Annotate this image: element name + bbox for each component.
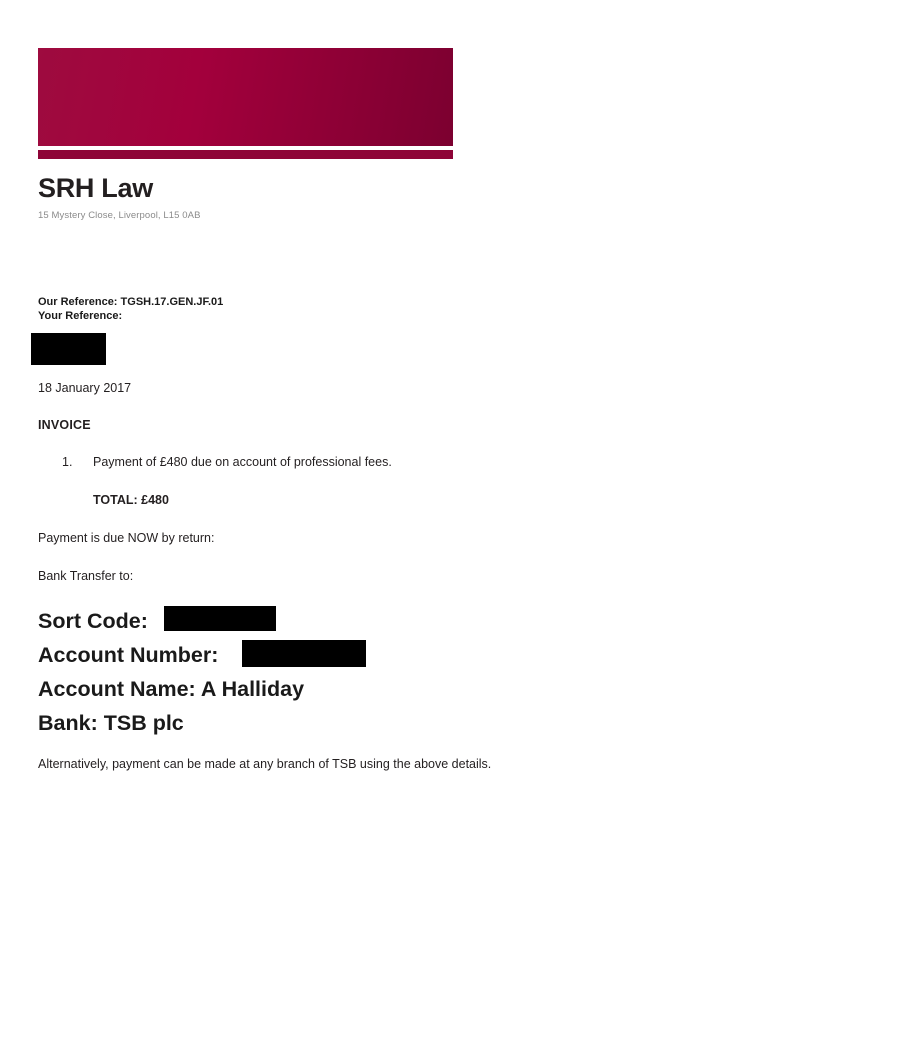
account-number-label: Account Number: (38, 643, 219, 667)
bank-detail-row-account-name (38, 672, 304, 706)
letterhead-banner (38, 48, 453, 146)
our-reference-label: Our Reference: (38, 296, 118, 308)
sort-code-label: Sort Code: (38, 609, 148, 633)
bank-detail-row-account-number (38, 638, 304, 672)
document-date: 18 January 2017 (38, 381, 132, 395)
redacted-account-number (242, 640, 366, 667)
alternative-payment-note: Alternatively, payment can be made at any branch of TSB using the above details. (38, 757, 492, 771)
list-item-number: 1. (62, 455, 73, 469)
payment-due-note: Payment is due NOW by return: (38, 531, 215, 545)
payment-method-label: Bank Transfer to: (38, 569, 134, 583)
account-name-label: Account Name: (38, 677, 196, 701)
firm-address: 15 Mystery Close, Liverpool, L15 0AB (38, 210, 201, 221)
list-item-text: Payment of £480 due on account of professional fees. (93, 455, 392, 469)
bank-label: Bank: (38, 711, 98, 735)
your-reference-line (38, 309, 223, 323)
redacted-sort-code (164, 606, 276, 631)
redacted-addressee-block (31, 333, 106, 365)
our-reference-value: TGSH.17.GEN.JF.01 (120, 296, 224, 308)
reference-block (38, 295, 223, 323)
letterhead-rule (38, 150, 453, 159)
invoice-total: TOTAL: £480 (93, 493, 169, 507)
bank-detail-row-sort-code (38, 604, 304, 638)
bank-detail-row-bank (38, 706, 304, 740)
document-heading: INVOICE (38, 418, 91, 432)
your-reference-label: Your Reference: (38, 310, 123, 322)
account-name-value: A Halliday (200, 677, 305, 701)
bank-value: TSB plc (103, 711, 184, 735)
bank-details-block (38, 604, 304, 740)
our-reference-line (38, 295, 223, 309)
firm-name: SRH Law (38, 173, 153, 203)
